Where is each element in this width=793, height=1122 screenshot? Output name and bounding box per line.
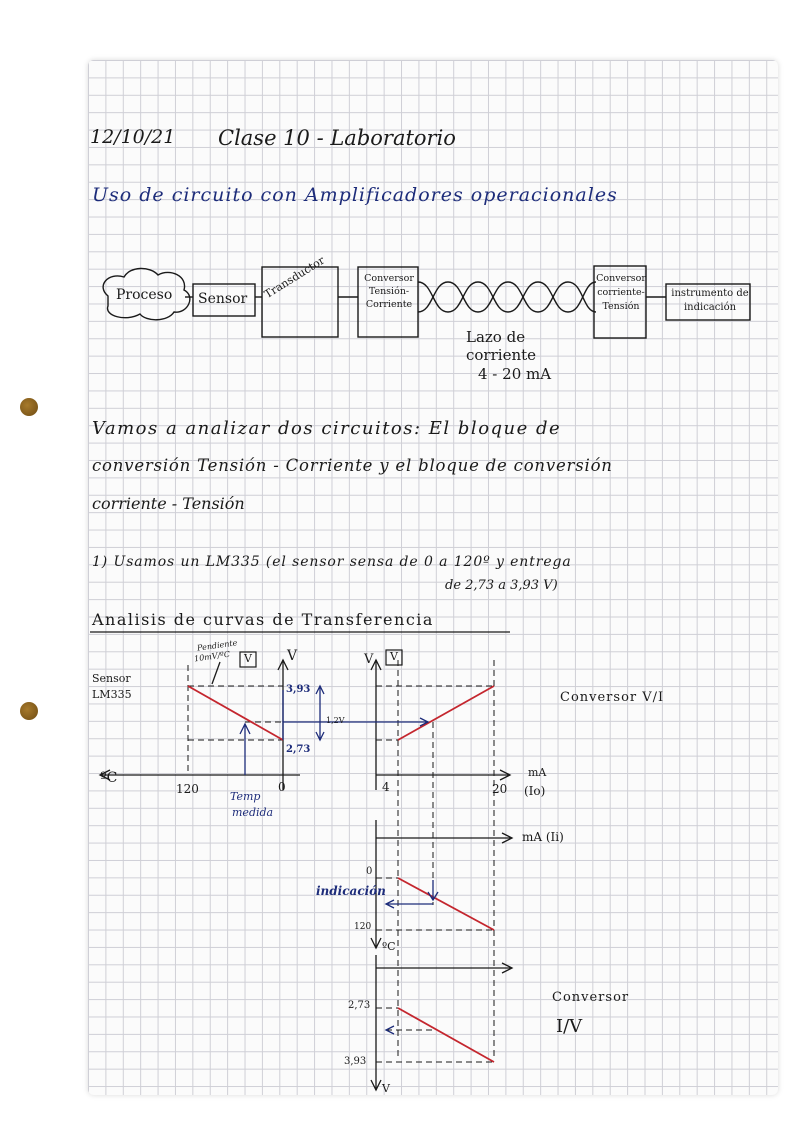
iv-voltage-transfer-line	[398, 1008, 494, 1062]
item1-line-2: de 2,73 a 3,93 V)	[445, 578, 558, 593]
graph4-conversor-label-1: Conversor	[552, 990, 630, 1005]
block-conversor-vi-label: Conversor Tensión-Corriente	[364, 273, 414, 310]
graph1-sensor-label-1: Sensor	[92, 672, 131, 685]
paragraph-line-3: corriente - Tensión	[92, 494, 245, 513]
graph1-y-axis-label: V	[287, 648, 298, 664]
graph2-conversor-label: Conversor V/I	[560, 690, 665, 705]
block-sensor-label: Sensor	[198, 291, 248, 307]
graph4-conversor-label-2: I/V	[556, 1016, 583, 1037]
graph2-y-axis-label: V	[364, 652, 374, 667]
sensor-transfer-line	[188, 686, 283, 740]
item1-line-1: 1) Usamos un LM335 (el sensor sensa de 0 a 120º y entrega	[92, 554, 572, 570]
graph4-y-tick-3-93: 3,93	[344, 1056, 367, 1067]
graph1-x-axis-label: ºC	[100, 770, 118, 786]
graph1-slope-note-1: Pendiente	[196, 638, 238, 653]
graph1-temp-label-2: medida	[232, 806, 274, 819]
graph2-x-axis-label-2: (Io)	[524, 784, 546, 798]
graph2-box-label: V	[390, 650, 398, 663]
block-conversor-iv-label: Conversor corriente-Tensión	[596, 273, 646, 312]
loop-label-3: 4 - 20 mA	[478, 365, 552, 383]
graph1-y-tick-2-73: 2,73	[286, 744, 311, 755]
graph1-x-tick-0: 0	[278, 780, 286, 794]
paragraph-line-1: Vamos a analizar dos circuitos: El bloque de	[92, 418, 562, 439]
loop-label-1: Lazo de	[466, 328, 526, 346]
current-loop-wire-b	[418, 282, 596, 312]
graph3-y-axis-label: ºC	[382, 940, 396, 953]
current-loop-wire-a	[418, 282, 596, 312]
graph2-x-tick-4: 4	[382, 780, 390, 794]
graph4-y-tick-2-73: 2,73	[348, 1000, 371, 1011]
graph3-y-tick-0: 0	[366, 866, 373, 877]
graph4-y-axis-label: V	[382, 1082, 390, 1095]
graph3-indicator-label: indicación	[316, 884, 386, 898]
graph2-x-axis-label-1: mA	[528, 766, 547, 779]
graph1-y-tick-3-93: 3,93	[286, 684, 311, 695]
block-transducer-label: Transductor	[262, 253, 327, 302]
note-subtitle: Uso de circuito con Amplificadores operacionales	[92, 184, 618, 206]
vi-transfer-line	[398, 686, 494, 740]
graph1-temp-label-1: Temp	[230, 790, 261, 803]
paragraph-line-2: conversión Tensión - Corriente y el bloque de conversión	[92, 456, 613, 475]
graph2-span-label: 1,2V	[326, 716, 345, 725]
note-date: 12/10/21	[90, 126, 176, 148]
block-indicator-label: instrumento de indicación	[671, 288, 749, 313]
section-title: Analisis de curvas de Transferencia	[92, 610, 434, 629]
graph2-x-tick-20: 20	[492, 782, 508, 796]
graph3-y-tick-120: 120	[354, 922, 372, 932]
graph1-x-tick-120: 120	[176, 782, 199, 796]
graph1-slope-note-2: 10mV/ºC	[193, 649, 231, 664]
graph1-box-label: V	[244, 652, 252, 665]
note-title: Clase 10 - Laboratorio	[218, 126, 456, 150]
loop-label-2: corriente	[466, 346, 537, 364]
graph1-sensor-label-2: LM335	[92, 688, 132, 701]
graph3-x-axis-label: mA (Ii)	[522, 830, 564, 844]
block-process-label: Proceso	[116, 287, 173, 303]
